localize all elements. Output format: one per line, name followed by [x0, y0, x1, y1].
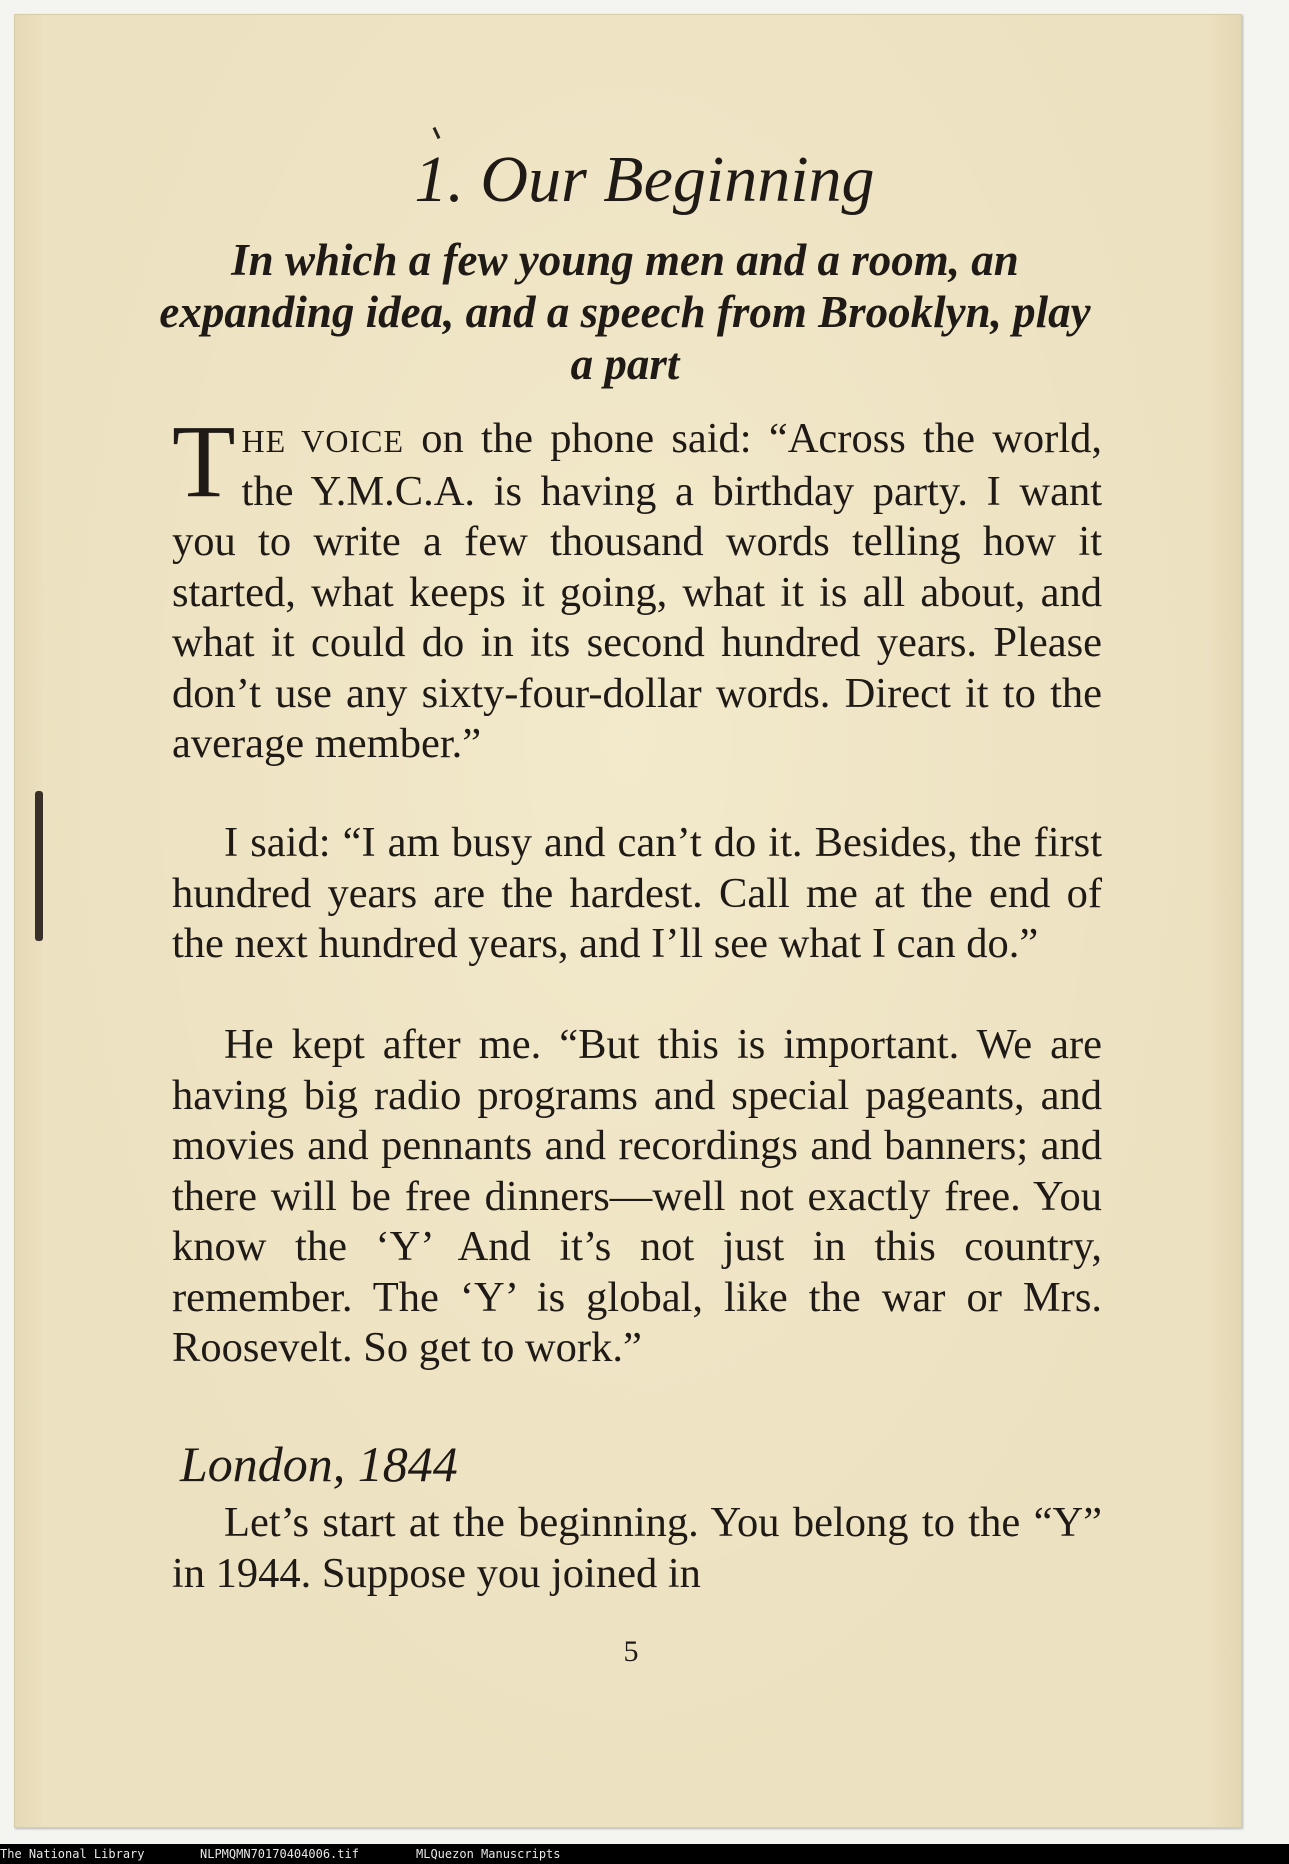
chapter-title: 1. Our Beginning [414, 143, 875, 216]
binding-staple-mark [35, 791, 43, 941]
paragraph-4: Let’s start at the beginning. You belong to the “Y” in 1944. Suppose you joined in [172, 1499, 1102, 1597]
page-number: 5 [623, 1635, 639, 1668]
footer-collection: MLQuezon Manuscripts [416, 1847, 561, 1861]
footer-library: The National Library [0, 1847, 145, 1861]
chapter-subtitle: In which a few young men and a room, an expanding idea, and a speech from Brooklyn, play a part [159, 235, 1091, 389]
paragraph-3: He kept after me. “But this is important. We are having big radio programs and special pageants, and movies and pennants and recordings and banners; and there will be free dinners—well not exactly free. You know the ‘Y’ And it’s not just in this country, remember. The ‘Y’ is global, like the war or Mrs. Roosevelt. So get to work.” [172, 1021, 1102, 1371]
drop-cap: T [172, 404, 236, 519]
paragraph-1 [172, 404, 1103, 770]
small-caps-lead: HE VOICE [241, 423, 405, 459]
section-heading: London, 1844 [180, 1436, 458, 1492]
ink-speck [433, 127, 441, 139]
paragraph-2: I said: “I am busy and can’t do it. Besides, the first hundred years are the hardest. Call me at the end of the next hundred years, and I’ll see what I can do.” [172, 819, 1102, 967]
footer-filename: NLPMQMN70170404006.tif [200, 1847, 359, 1861]
paragraph-1-text: on the phone said: “Across the world, the Y.M.C.A. is having a birthday party. I want you to write a few thousand words telling how it started, what keeps it going, what it is all about, and what it could do in its second hundred years. Please don’t use any sixty-four-dollar words. Direct it to the average member.” [172, 415, 1103, 767]
scan-footer-bar [0, 1844, 1289, 1864]
